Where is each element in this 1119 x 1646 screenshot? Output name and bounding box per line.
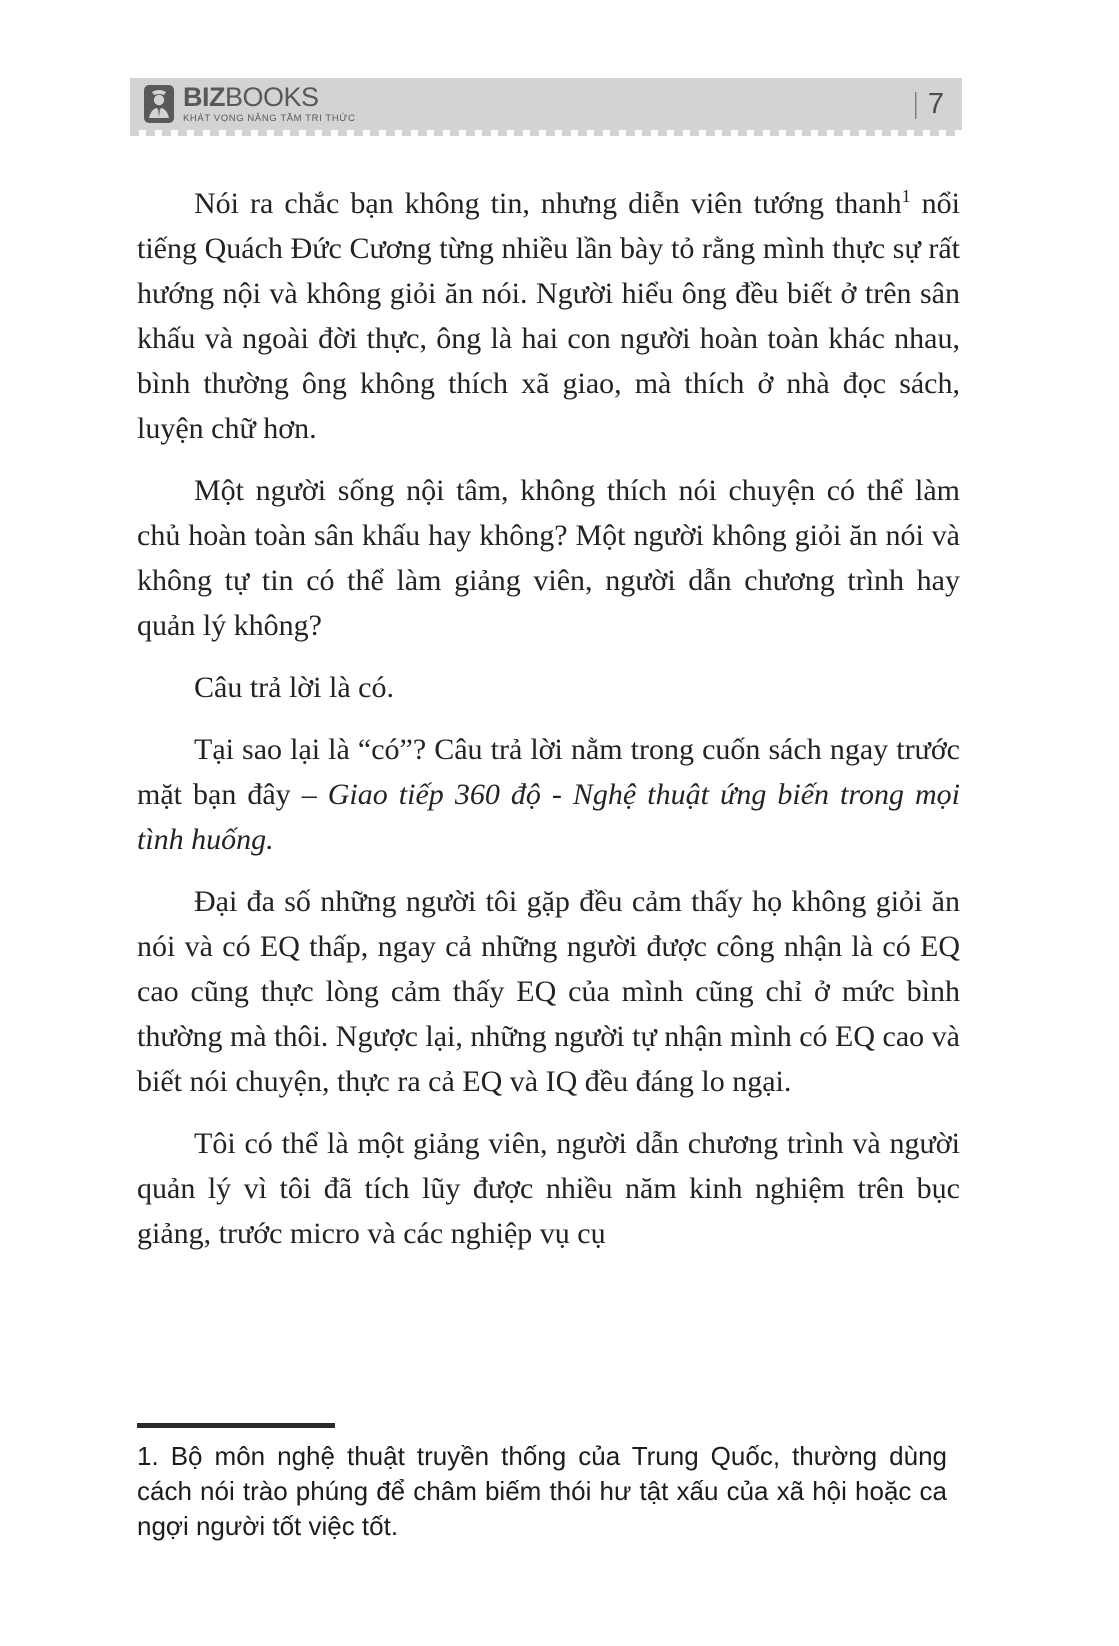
footnote-reference: 1 [901, 186, 911, 206]
paragraph-1-run1: Nói ra chắc bạn không tin, nhưng diễn viên tướng thanh [194, 187, 902, 220]
brand-name-biz: BIZ [183, 82, 225, 113]
page-number-separator: | [914, 87, 918, 120]
page-number [912, 88, 944, 121]
brand-name-books: BOOKS [225, 82, 319, 113]
paragraph-5: Đại đa số những người tôi gặp đều cảm thấy họ không giỏi ăn nói và có EQ thấp, ngay cả những người được công nhận là có EQ cao cũng thực lòng cảm thấy EQ của mình cũng chỉ ở mức bình thường mà thôi. Ngược lại, những người tự nhận mình có EQ cao và biết nói chuyện, thực ra cả EQ và IQ đều đáng lo ngại. [137, 885, 960, 1098]
paragraph-4 [137, 727, 960, 862]
paragraph-1 [137, 181, 960, 451]
bizbooks-logo [144, 84, 355, 124]
paragraph-2: Một người sống nội tâm, không thích nói chuyện có thể làm chủ hoàn toàn sân khấu hay không? Một người không giỏi ăn nói và không tự tin có thể làm giảng viên, người dẫn chương trình hay quản lý không? [137, 474, 960, 642]
body-text [137, 181, 960, 1273]
header-bar [130, 78, 962, 130]
paragraph-4-book-title: Giao tiếp 360 độ - Nghệ thuật ứng biến trong mọi tình huống. [137, 778, 960, 856]
paragraph-3: Câu trả lời là có. [194, 671, 394, 704]
paragraph-4-run1: Tại sao lại là “có”? Câu trả lời nằm trong cuốn sách ngay trước mặt bạn đây – [137, 733, 960, 811]
person-icon [144, 85, 174, 123]
footnote-text: 1. Bộ môn nghệ thuật truyền thống của Trung Quốc, thường dùng cách nói trào phúng để châm biếm thói hư tật xấu của xã hội hoặc ca ngợi người tốt việc tốt. [137, 1441, 947, 1541]
page-number-value: 7 [927, 87, 944, 120]
paragraph-1-run2: nổi tiếng Quách Đức Cương từng nhiều lần bày tỏ rằng mình thực sự rất hướng nội và không giỏi ăn nói. Người hiểu ông đều biết ở trên sân khấu và ngoài đời thực, ông là hai con người hoàn toàn khác nhau, bình thường ông không thích xã giao, mà thích ở nhà đọc sách, luyện chữ hơn. [137, 187, 960, 445]
brand-name [183, 84, 355, 111]
footnote-rule [137, 1423, 335, 1428]
brand-tagline: KHÁT VỌNG NÂNG TẦM TRI THỨC [183, 113, 356, 125]
paragraph-6: Tôi có thể là một giảng viên, người dẫn chương trình và người quản lý vì tôi đã tích lũy được nhiều năm kinh nghiệm trên bục giảng, trước micro và các nghiệp vụ cụ [137, 1127, 960, 1250]
brand-text [183, 84, 355, 124]
footnote-block [137, 1423, 947, 1544]
